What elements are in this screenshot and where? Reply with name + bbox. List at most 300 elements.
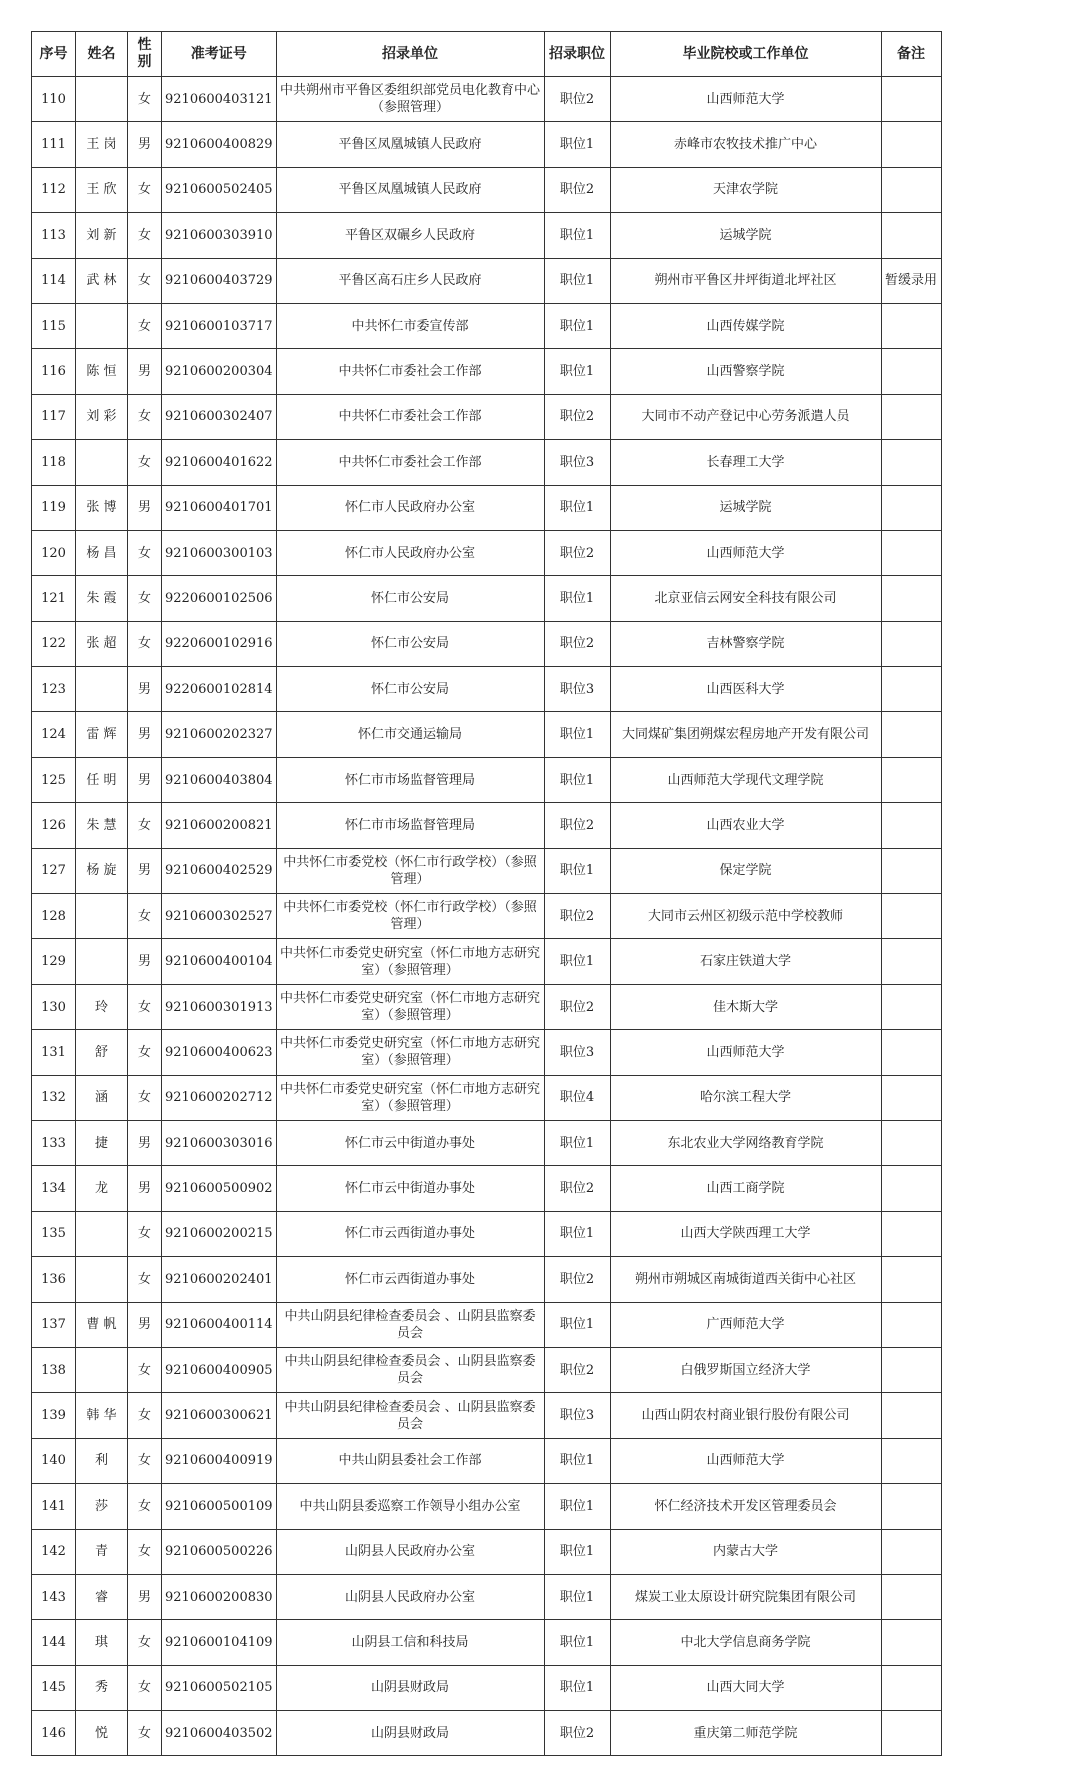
table-row [32,712,942,757]
cell-remark [881,440,941,485]
cell-remark [881,1484,941,1529]
cell-name: 涵 [76,1075,128,1120]
cell-name: 悦 [76,1711,128,1756]
cell-exam-id: 9210600202401 [162,1257,277,1302]
cell-seq: 138 [32,1347,76,1392]
cell-name: 武 林 [76,258,128,303]
table-row [32,984,942,1029]
cell-name: 舒 [76,1030,128,1075]
cell-gender: 女 [128,1347,162,1392]
cell-seq: 132 [32,1075,76,1120]
cell-name: 朱 霞 [76,576,128,621]
cell-position: 职位1 [544,757,610,802]
cell-position: 职位1 [544,1620,610,1665]
cell-name: 刘 新 [76,213,128,258]
cell-unit: 中共怀仁市委宣传部 [276,303,544,348]
cell-school: 朔州市朔城区南城街道西关街中心社区 [610,1257,881,1302]
cell-exam-id: 9210600500902 [162,1166,277,1211]
cell-unit: 中共山阴县纪律检查委员会 、山阴县监察委员会 [276,1302,544,1347]
table-row [32,1393,942,1438]
cell-position: 职位1 [544,939,610,984]
cell-position: 职位1 [544,576,610,621]
cell-remark [881,77,941,122]
cell-unit: 平鲁区凤凰城镇人民政府 [276,167,544,212]
cell-name: 王 岗 [76,122,128,167]
cell-school: 北京亚信云网安全科技有限公司 [610,576,881,621]
table-row [32,1302,942,1347]
cell-remark [881,621,941,666]
cell-school: 运城学院 [610,485,881,530]
cell-gender: 女 [128,1438,162,1483]
cell-school: 山西大同大学 [610,1665,881,1710]
cell-remark [881,1302,941,1347]
cell-position: 职位2 [544,167,610,212]
cell-name: 任 明 [76,757,128,802]
cell-seq: 135 [32,1211,76,1256]
cell-seq: 146 [32,1711,76,1756]
table-row [32,1711,942,1756]
table-row [32,1529,942,1574]
cell-position: 职位4 [544,1075,610,1120]
cell-seq: 121 [32,576,76,621]
cell-position: 职位1 [544,122,610,167]
header-gender: 性别 [128,32,162,77]
table-row [32,1166,942,1211]
cell-unit: 怀仁市市场监督管理局 [276,803,544,848]
cell-unit: 山阴县人民政府办公室 [276,1574,544,1619]
table-row [32,349,942,394]
cell-position: 职位1 [544,213,610,258]
cell-gender: 男 [128,848,162,893]
cell-remark [881,122,941,167]
cell-seq: 119 [32,485,76,530]
cell-school: 保定学院 [610,848,881,893]
cell-name: 陈 恒 [76,349,128,394]
cell-name: 雷 辉 [76,712,128,757]
cell-remark [881,667,941,712]
cell-position: 职位1 [544,258,610,303]
cell-seq: 130 [32,984,76,1029]
table-row [32,122,942,167]
cell-seq: 123 [32,667,76,712]
cell-name: 张 博 [76,485,128,530]
cell-unit: 平鲁区高石庄乡人民政府 [276,258,544,303]
table-row [32,1665,942,1710]
table-row [32,576,942,621]
cell-exam-id: 9210600202712 [162,1075,277,1120]
cell-remark [881,1574,941,1619]
cell-remark [881,1347,941,1392]
cell-position: 职位1 [544,1120,610,1165]
cell-position: 职位1 [544,712,610,757]
cell-position: 职位2 [544,1711,610,1756]
cell-unit: 中共怀仁市委社会工作部 [276,394,544,439]
cell-school: 山西工商学院 [610,1166,881,1211]
cell-unit: 山阴县工信和科技局 [276,1620,544,1665]
cell-exam-id: 9210600302527 [162,894,277,939]
cell-unit: 平鲁区双碾乡人民政府 [276,213,544,258]
table-row [32,621,942,666]
cell-unit: 中共怀仁市委党史研究室（怀仁市地方志研究室）（参照管理） [276,939,544,984]
cell-gender: 男 [128,757,162,802]
cell-unit: 怀仁市交通运输局 [276,712,544,757]
cell-seq: 114 [32,258,76,303]
cell-position: 职位2 [544,1347,610,1392]
table-row [32,213,942,258]
cell-exam-id: 9210600403121 [162,77,277,122]
cell-unit: 中共怀仁市委社会工作部 [276,440,544,485]
cell-seq: 139 [32,1393,76,1438]
cell-gender: 女 [128,1257,162,1302]
cell-position: 职位1 [544,349,610,394]
cell-gender: 女 [128,1665,162,1710]
cell-seq: 137 [32,1302,76,1347]
cell-gender: 女 [128,440,162,485]
cell-exam-id: 9210600200304 [162,349,277,394]
table-row [32,1075,942,1120]
cell-seq: 144 [32,1620,76,1665]
cell-exam-id: 9210600400905 [162,1347,277,1392]
cell-gender: 女 [128,213,162,258]
cell-school: 石家庄铁道大学 [610,939,881,984]
cell-exam-id: 9210600302407 [162,394,277,439]
cell-exam-id: 9210600400623 [162,1030,277,1075]
cell-remark [881,1211,941,1256]
header-school: 毕业院校或工作单位 [610,32,881,77]
cell-seq: 124 [32,712,76,757]
cell-remark [881,1075,941,1120]
cell-exam-id: 9220600102814 [162,667,277,712]
cell-school: 广西师范大学 [610,1302,881,1347]
cell-exam-id: 9210600104109 [162,1620,277,1665]
cell-school: 山西医科大学 [610,667,881,712]
cell-name: 秀 [76,1665,128,1710]
cell-remark [881,939,941,984]
cell-gender: 男 [128,1302,162,1347]
cell-position: 职位2 [544,530,610,575]
cell-unit: 怀仁市云西街道办事处 [276,1257,544,1302]
cell-gender: 男 [128,667,162,712]
cell-position: 职位1 [544,1529,610,1574]
cell-seq: 129 [32,939,76,984]
cell-position: 职位1 [544,1211,610,1256]
cell-gender: 女 [128,1030,162,1075]
cell-school: 长春理工大学 [610,440,881,485]
cell-exam-id: 9210600103717 [162,303,277,348]
cell-school: 山西警察学院 [610,349,881,394]
cell-unit: 山阴县财政局 [276,1711,544,1756]
cell-name: 王 欣 [76,167,128,212]
cell-name: 杨 旋 [76,848,128,893]
cell-exam-id: 9210600502105 [162,1665,277,1710]
cell-seq: 116 [32,349,76,394]
cell-remark [881,1620,941,1665]
cell-school: 赤峰市农牧技术推广中心 [610,122,881,167]
cell-unit: 中共山阴县委社会工作部 [276,1438,544,1483]
table-row [32,485,942,530]
cell-seq: 111 [32,122,76,167]
cell-exam-id: 9210600400829 [162,122,277,167]
table-row [32,303,942,348]
table-row [32,1438,942,1483]
cell-school: 重庆第二师范学院 [610,1711,881,1756]
table-row [32,1620,942,1665]
cell-remark [881,1665,941,1710]
cell-seq: 118 [32,440,76,485]
cell-remark [881,303,941,348]
cell-exam-id: 9210600400104 [162,939,277,984]
cell-exam-id: 9210600502405 [162,167,277,212]
cell-unit: 怀仁市公安局 [276,621,544,666]
cell-school: 山西大学陕西理工大学 [610,1211,881,1256]
cell-unit: 中共怀仁市委党校（怀仁市行政学校）（参照管理） [276,848,544,893]
cell-school: 山西传媒学院 [610,303,881,348]
cell-position: 职位2 [544,984,610,1029]
cell-name: 琪 [76,1620,128,1665]
cell-remark [881,712,941,757]
cell-name [76,1211,128,1256]
cell-unit: 中共怀仁市委党史研究室（怀仁市地方志研究室）（参照管理） [276,1075,544,1120]
cell-school: 山西师范大学 [610,530,881,575]
cell-seq: 142 [32,1529,76,1574]
cell-remark [881,1711,941,1756]
table-row [32,1484,942,1529]
cell-position: 职位1 [544,303,610,348]
cell-gender: 男 [128,485,162,530]
table-row [32,1211,942,1256]
header-unit: 招录单位 [276,32,544,77]
cell-position: 职位1 [544,848,610,893]
cell-unit: 山阴县财政局 [276,1665,544,1710]
cell-name: 睿 [76,1574,128,1619]
cell-name: 青 [76,1529,128,1574]
cell-school: 天津农学院 [610,167,881,212]
table-row [32,1257,942,1302]
cell-position: 职位1 [544,1302,610,1347]
cell-remark [881,576,941,621]
table-row [32,258,942,303]
cell-remark [881,1120,941,1165]
cell-name [76,77,128,122]
cell-school: 佳木斯大学 [610,984,881,1029]
table-row [32,939,942,984]
cell-unit: 怀仁市公安局 [276,667,544,712]
cell-seq: 122 [32,621,76,666]
cell-gender: 女 [128,1484,162,1529]
cell-gender: 女 [128,1529,162,1574]
header-name: 姓名 [76,32,128,77]
cell-exam-id: 9210600403729 [162,258,277,303]
cell-name: 龙 [76,1166,128,1211]
cell-exam-id: 9210600300103 [162,530,277,575]
cell-gender: 女 [128,1211,162,1256]
cell-exam-id: 9210600403804 [162,757,277,802]
table-row [32,667,942,712]
cell-school: 煤炭工业太原设计研究院集团有限公司 [610,1574,881,1619]
cell-gender: 女 [128,77,162,122]
table-row [32,848,942,893]
table-row [32,77,942,122]
cell-gender: 女 [128,303,162,348]
cell-name: 玲 [76,984,128,1029]
cell-unit: 怀仁市人民政府办公室 [276,530,544,575]
cell-position: 职位2 [544,394,610,439]
cell-remark [881,803,941,848]
cell-gender: 女 [128,258,162,303]
cell-gender: 男 [128,1166,162,1211]
cell-exam-id: 9210600303016 [162,1120,277,1165]
cell-remark [881,894,941,939]
cell-name [76,1257,128,1302]
cell-gender: 女 [128,1620,162,1665]
cell-seq: 131 [32,1030,76,1075]
cell-school: 大同市不动产登记中心劳务派遣人员 [610,394,881,439]
cell-unit: 怀仁市云西街道办事处 [276,1211,544,1256]
header-remark: 备注 [881,32,941,77]
cell-seq: 145 [32,1665,76,1710]
table-body [32,77,942,1756]
cell-remark [881,1166,941,1211]
cell-school: 山西山阴农村商业银行股份有限公司 [610,1393,881,1438]
cell-name: 莎 [76,1484,128,1529]
header-row [32,32,942,77]
cell-unit: 平鲁区凤凰城镇人民政府 [276,122,544,167]
cell-position: 职位3 [544,1030,610,1075]
cell-seq: 140 [32,1438,76,1483]
cell-seq: 143 [32,1574,76,1619]
cell-school: 山西农业大学 [610,803,881,848]
cell-exam-id: 9210600300621 [162,1393,277,1438]
cell-gender: 女 [128,576,162,621]
cell-gender: 女 [128,1711,162,1756]
cell-seq: 110 [32,77,76,122]
cell-exam-id: 9210600403502 [162,1711,277,1756]
cell-gender: 女 [128,803,162,848]
cell-position: 职位1 [544,1574,610,1619]
cell-gender: 女 [128,894,162,939]
cell-school: 哈尔滨工程大学 [610,1075,881,1120]
cell-exam-id: 9210600400114 [162,1302,277,1347]
cell-unit: 中共怀仁市委党史研究室（怀仁市地方志研究室）（参照管理） [276,984,544,1029]
cell-gender: 男 [128,939,162,984]
cell-name [76,303,128,348]
cell-exam-id: 9220600102916 [162,621,277,666]
table-header [32,32,942,77]
cell-seq: 113 [32,213,76,258]
cell-seq: 136 [32,1257,76,1302]
cell-remark: 暂缓录用 [881,258,941,303]
cell-gender: 女 [128,1075,162,1120]
cell-exam-id: 9210600301913 [162,984,277,1029]
cell-unit: 怀仁市云中街道办事处 [276,1166,544,1211]
cell-exam-id: 9210600401622 [162,440,277,485]
cell-name: 利 [76,1438,128,1483]
table-row [32,1347,942,1392]
cell-school: 吉林警察学院 [610,621,881,666]
cell-position: 职位2 [544,803,610,848]
table-row [32,803,942,848]
cell-seq: 115 [32,303,76,348]
cell-exam-id: 9210600200821 [162,803,277,848]
table-row [32,894,942,939]
cell-exam-id: 9220600102506 [162,576,277,621]
cell-school: 大同煤矿集团朔煤宏程房地产开发有限公司 [610,712,881,757]
header-position: 招录职位 [544,32,610,77]
cell-seq: 141 [32,1484,76,1529]
cell-unit: 中共怀仁市委社会工作部 [276,349,544,394]
header-exam-id: 准考证号 [162,32,277,77]
table-row [32,394,942,439]
cell-name [76,667,128,712]
cell-position: 职位2 [544,77,610,122]
table-row [32,440,942,485]
cell-position: 职位3 [544,1393,610,1438]
cell-seq: 133 [32,1120,76,1165]
cell-position: 职位1 [544,1438,610,1483]
cell-remark [881,485,941,530]
cell-seq: 125 [32,757,76,802]
cell-remark [881,1257,941,1302]
cell-seq: 117 [32,394,76,439]
cell-exam-id: 9210600400919 [162,1438,277,1483]
cell-exam-id: 9210600303910 [162,213,277,258]
cell-unit: 怀仁市云中街道办事处 [276,1120,544,1165]
cell-school: 朔州市平鲁区井坪街道北坪社区 [610,258,881,303]
cell-unit: 中共山阴县纪律检查委员会 、山阴县监察委员会 [276,1347,544,1392]
cell-unit: 中共怀仁市委党史研究室（怀仁市地方志研究室）（参照管理） [276,1030,544,1075]
cell-remark [881,984,941,1029]
cell-name: 刘 彩 [76,394,128,439]
cell-exam-id: 9210600200830 [162,1574,277,1619]
cell-name: 张 超 [76,621,128,666]
cell-seq: 126 [32,803,76,848]
cell-school: 怀仁经济技术开发区管理委员会 [610,1484,881,1529]
cell-unit: 怀仁市市场监督管理局 [276,757,544,802]
cell-gender: 女 [128,621,162,666]
cell-gender: 男 [128,1574,162,1619]
cell-position: 职位3 [544,667,610,712]
cell-name: 曹 帆 [76,1302,128,1347]
cell-school: 大同市云州区初级示范中学校教师 [610,894,881,939]
cell-school: 运城学院 [610,213,881,258]
header-seq: 序号 [32,32,76,77]
cell-name [76,894,128,939]
cell-school: 白俄罗斯国立经济大学 [610,1347,881,1392]
cell-name: 韩 华 [76,1393,128,1438]
cell-school: 山西师范大学现代文理学院 [610,757,881,802]
cell-remark [881,530,941,575]
cell-seq: 127 [32,848,76,893]
cell-school: 山西师范大学 [610,77,881,122]
cell-gender: 女 [128,394,162,439]
cell-seq: 134 [32,1166,76,1211]
cell-remark [881,1529,941,1574]
cell-remark [881,848,941,893]
cell-seq: 120 [32,530,76,575]
cell-exam-id: 9210600202327 [162,712,277,757]
table-row [32,1120,942,1165]
cell-remark [881,394,941,439]
cell-gender: 男 [128,1120,162,1165]
cell-exam-id: 9210600500109 [162,1484,277,1529]
cell-remark [881,1393,941,1438]
cell-name: 捷 [76,1120,128,1165]
cell-school: 东北农业大学网络教育学院 [610,1120,881,1165]
cell-name [76,1347,128,1392]
cell-gender: 男 [128,349,162,394]
cell-unit: 怀仁市公安局 [276,576,544,621]
cell-name: 杨 昌 [76,530,128,575]
